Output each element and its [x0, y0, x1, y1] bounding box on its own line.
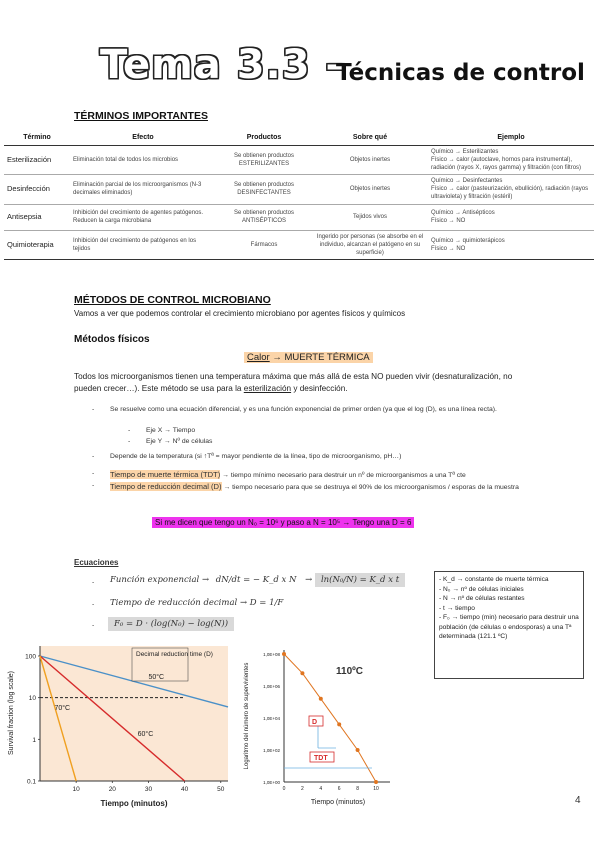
example-line: Físico → calor (pasteurización, ebullición), radiación (rayos ultravioleta) y filtración (estéril)	[431, 186, 589, 201]
term-cell: Esterilización	[4, 146, 70, 175]
bullet-dash: -	[92, 579, 95, 586]
legend-item: - F₀ → tiempo (min) necesario para destruir una población (de células o endosporas) a una Tª determinada (121.1 ºC)	[439, 614, 579, 641]
terms-heading: TÉRMINOS IMPORTANTES	[74, 110, 208, 122]
table-row	[4, 204, 594, 230]
chart1-annotation-decimal: Decimal reduction time (D)	[136, 651, 213, 658]
products-cell: Se obtienen productos DESINFECTANTES	[216, 175, 312, 204]
highlight-example: Si me dicen que tengo un N₀ = 10⁶ y paso a N = 10⁵ → Tengo una D = 6	[152, 517, 414, 528]
y-tick-label: 1,0E+06	[263, 684, 280, 689]
y-tick-label: 1	[32, 736, 36, 744]
equation-exponential	[110, 575, 405, 585]
target-cell: Ingerido por personas (se absorbe en el individuo, alcanzan el patógeno en su superficie)	[312, 230, 428, 259]
col-term: Término	[4, 132, 70, 146]
bullet-dash: -	[92, 453, 95, 460]
para-text-end: y desinfección.	[293, 384, 348, 394]
col-example: Ejemplo	[428, 132, 594, 146]
term-cell: Desinfección	[4, 175, 70, 204]
label-70c: 70°C	[54, 705, 71, 713]
col-effect: Efecto	[70, 132, 216, 146]
term-cell: Quimioterapia	[4, 230, 70, 259]
bullet-dash: -	[92, 482, 95, 489]
bullet-exponential: Se resuelve como una ecuación diferencial, y es una función exponencial de primer orden (ya que el log (D), es una línea recta).	[110, 406, 497, 413]
survival-chart	[4, 640, 234, 810]
products-cell: Fármacos	[216, 230, 312, 259]
x-tick-label: 0	[282, 786, 286, 792]
eq1-rhs: ln(N₀/N) = K_d x t	[315, 573, 405, 587]
tdt-label: TDT	[314, 755, 328, 762]
chart2-y-label: Logaritmo del número de supervivientes	[244, 662, 250, 770]
data-point	[374, 780, 378, 784]
bullet-tdt	[110, 469, 550, 481]
eq1-lhs: dN/dt = − K_d x N	[215, 575, 297, 585]
y-tick-label: 1,0E+04	[263, 716, 280, 721]
target-cell: Objetos inertes	[312, 146, 428, 175]
equation-f0: F₀ = D · (log(N₀) − log(N))	[108, 617, 234, 631]
bullet-dash: -	[128, 427, 131, 434]
x-tick-label: 50	[217, 786, 225, 793]
data-point	[356, 748, 360, 752]
effect-cell: Eliminación total de todos los microbios	[70, 146, 216, 175]
label-60c: 60°C	[137, 731, 154, 739]
bullet-dash: -	[92, 470, 95, 477]
example-line: Químico → Desinfectantes	[431, 178, 503, 185]
example-line: Físico → NO	[431, 245, 466, 252]
bullet-dash: -	[92, 406, 95, 413]
x-tick-label: 10	[72, 786, 80, 793]
tdt-label: Tiempo de muerte térmica (TDT)	[110, 470, 221, 479]
log-survivors-chart	[240, 644, 400, 808]
data-point	[337, 722, 341, 726]
y-tick-label: 100	[25, 653, 36, 661]
example-line: Físico → NO	[431, 218, 466, 225]
equations-heading: Ecuaciones	[74, 558, 119, 567]
term-cell: Antisepsia	[4, 204, 70, 230]
x-tick-label: 4	[319, 786, 323, 792]
x-tick-label: 10	[373, 786, 379, 792]
y-tick-label: 0.1	[26, 778, 36, 786]
example-line: Físico → calor (autoclave, hornos para instrumental), radiación (rayos X, rayos gamma) y filtración (con filtros)	[431, 157, 582, 172]
x-tick-label: 8	[356, 786, 359, 792]
legend-box	[434, 571, 584, 679]
label-50c: 50°C	[148, 674, 165, 682]
para-underlined: esterilización	[243, 384, 292, 394]
table-row	[4, 146, 594, 175]
col-target: Sobre qué	[312, 132, 428, 146]
y-tick-label: 10	[28, 695, 36, 703]
legend-item: - K_d → constante de muerte térmica	[439, 576, 549, 583]
target-cell: Tejidos vivos	[312, 204, 428, 230]
tdt-text: → tiempo mínimo necesario para destruir un nº de microorganismos a una Tª cte	[222, 472, 466, 479]
example-line: Químico → Esterilizantes	[431, 149, 499, 155]
data-point	[300, 671, 304, 675]
arrow-icon: →	[305, 575, 313, 585]
calor-heading	[244, 352, 373, 363]
y-tick-label: 1,0E+00	[263, 780, 280, 785]
sub-bullet-y: Eje Y → Nº de células	[146, 438, 213, 445]
table-row	[4, 175, 594, 204]
d-label: Tiempo de reducción decimal (D)	[110, 482, 222, 491]
effect-cell: Inhibición del crecimiento de patógenos en los tejidos	[70, 230, 216, 259]
page-number: 4	[575, 795, 581, 806]
y-tick-label: 1,0E+08	[263, 652, 280, 657]
d-label: D	[312, 719, 318, 726]
calor-label: Calor	[247, 352, 270, 363]
para-text: Todos los microorganismos tienen una temperatura máxima que más allá de esta NO pueden vivir (desnaturalización, no pueden crecer…). Este método se usa para la	[74, 372, 513, 394]
example-line: Químico → Antisépticos	[431, 209, 495, 216]
page-subtitle: Técnicas de control	[336, 60, 585, 86]
y-tick-label: 1,0E+02	[263, 748, 280, 753]
d-text: → tiempo necesario para que se destruya el 90% de los microorganismos / esporas de la muestra	[223, 484, 519, 491]
legend-item: - N₀ → nº de células iniciales	[439, 585, 524, 593]
bullet-d	[110, 481, 550, 493]
x-tick-label: 6	[337, 786, 341, 792]
physical-methods-heading: Métodos físicos	[74, 334, 150, 345]
chart2-x-label: Tiempo (minutos)	[310, 799, 366, 806]
chart1-y-label: Survival fraction (log scale)	[8, 670, 15, 756]
paragraph-temperature	[74, 371, 534, 396]
target-cell: Objetos inertes	[312, 175, 428, 204]
terms-table	[4, 132, 594, 260]
table-row	[4, 230, 594, 259]
x-tick-label: 20	[108, 786, 116, 793]
data-point	[319, 697, 323, 701]
example-cell	[428, 175, 594, 204]
example-cell	[428, 204, 594, 230]
example-cell	[428, 230, 594, 259]
products-cell: Se obtienen productos ANTISÉPTICOS	[216, 204, 312, 230]
bullet-dash: -	[92, 622, 95, 629]
effect-cell: Inhibición del crecimiento de agentes patógenos. Reducen la carga microbiana	[70, 204, 216, 230]
eq1-label: Función exponencial →	[110, 575, 210, 585]
legend-item: - t → tiempo	[439, 604, 475, 612]
terms-header-row	[4, 132, 594, 146]
effect-cell: Eliminación parcial de los microorganismos (N-3 decimales eliminados)	[70, 175, 216, 204]
legend-item: - N → nº de células restantes	[439, 595, 525, 603]
bullet-dash: -	[92, 601, 95, 608]
col-products: Productos	[216, 132, 312, 146]
calor-rest: → MUERTE TÉRMICA	[272, 352, 370, 363]
x-tick-label: 40	[180, 786, 189, 793]
x-tick-label: 30	[144, 786, 153, 793]
bullet-temperature: Depende de la temperatura (si ↑Tª = mayor pendiente de la línea, tipo de microorganismo, pH…)	[110, 453, 402, 460]
example-cell	[428, 146, 594, 175]
x-tick-label: 2	[301, 786, 304, 792]
sub-bullet-x: Eje X → Tiempo	[146, 427, 196, 434]
data-point	[282, 652, 286, 656]
methods-intro: Vamos a ver que podemos controlar el crecimiento microbiano por agentes físicos y químicos	[74, 309, 406, 318]
chart2-title: 110ºC	[336, 666, 364, 677]
page-title: Tema 3.3 –	[100, 42, 347, 88]
products-cell: Se obtienen productos ESTERILIZANTES	[216, 146, 312, 175]
bullet-dash: -	[128, 438, 131, 445]
example-line: Químico → quimioterápicos	[431, 237, 505, 244]
methods-heading: MÉTODOS DE CONTROL MICROBIANO	[74, 294, 271, 306]
chart1-x-label: Tiempo (minutos)	[100, 799, 168, 808]
equation-d: Tiempo de reducción decimal → D = 1/F	[110, 598, 284, 608]
